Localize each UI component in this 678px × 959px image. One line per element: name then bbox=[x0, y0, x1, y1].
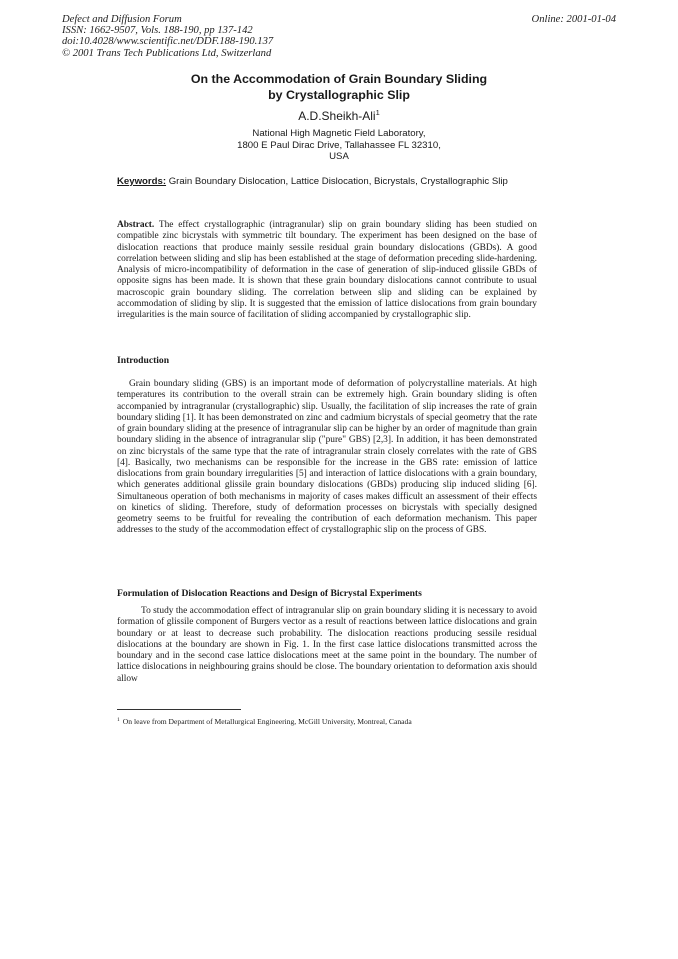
title-line-2: by Crystallographic Slip bbox=[268, 88, 410, 102]
affiliation-line-3: USA bbox=[329, 151, 349, 163]
section-heading-introduction: Introduction bbox=[117, 355, 170, 366]
keywords-text: Grain Boundary Dislocation, Lattice Dislocation, Bicrystals, Crystallographic Slip bbox=[168, 176, 508, 187]
footnote-divider bbox=[117, 709, 241, 710]
author-name: A.D.Sheikh-Ali bbox=[298, 109, 376, 123]
journal-header bbox=[62, 14, 273, 59]
abstract-text: The effect crystallographic (intragranular) slip on grain boundary sliding has been studied on compatible zinc bicrystals with symmetric tilt boundary. The experiment has been designed on the base of dislocation reactions that produce mainly sessile residual grain boundary dislocations (GBDs). A good correlation between sliding and slip has been established at the stage of deformation preceding slide-hardening. Analysis of micro-incompatibility of deformation in the case of generation of slip-induced glissile GBDs of opposite signs has been made. It is shown that these grain boundary dislocations cannot contribute to usual macroscopic grain boundary sliding. The correlation between slip and sliding can be explained by accommodation of sliding by slip. It is suggested that the emission of lattice dislocations from grain boundary irregularities is the main source of facilitation of sliding accompanied by crystallographic slip. bbox=[117, 220, 537, 320]
footnote-text: On leave from Department of Metallurgical Engineering, McGill University, Montreal, Canada bbox=[122, 717, 412, 726]
journal-doi: doi:10.4028/www.scientific.net/DDF.188-190.137 bbox=[62, 36, 274, 48]
journal-copyright: © 2001 Trans Tech Publications Ltd, Switzerland bbox=[62, 47, 272, 59]
footnote-mark: 1 bbox=[117, 717, 120, 723]
formulation-paragraph bbox=[117, 606, 537, 685]
abstract-label: Abstract. bbox=[117, 220, 155, 230]
formulation-text: To study the accommodation effect of intragranular slip on grain boundary sliding it is necessary to avoid formation of glissile component of Burgers vector as a result of reactions between lattice dislocations and grain boundary or at least to decrease such probability. The dislocation reactions producing sessile residual dislocations at the boundary are shown in Fig. 1. In the first case lattice dislocations transmitted across the boundary and in the second case lattice dislocations meet at the same point in the boundary. The number of lattice dislocations in neighbouring grains should be close. The boundary orientation to deformation axis should allow bbox=[117, 606, 537, 684]
affiliation-line-1: National High Magnetic Field Laboratory, bbox=[252, 128, 426, 139]
author-footnote-mark: 1 bbox=[375, 108, 380, 117]
introduction-text: Grain boundary sliding (GBS) is an important mode of deformation of polycrystalline materials. At high temperatures its contribution to the overall strain can be extremely high. Grain boundary sliding is often accompanied by intragranular (crystallographic) slip. Usually, the facilitation of slip increases the rate of grain boundary sliding [1]. It has been demonstrated on zinc and cadmium bicrystals of special geometry that the rate of grain boundary sliding at the presence of intragranular slip can be higher by an order of magnitude than grain boundary sliding in the absence of intragranular slip ("pure" GBS) [2,3]. In addition, it has been demonstrated on zinc bicrystals of the same type that the rate of intragranular strain closely correlates with the rate of GBS [4]. Basically, two mechanisms can be responsible for the increase in the GBS rate: emission of lattice dislocations from grain boundary irregularities [5] and interaction of lattice dislocations with a grain boundary, which generates additional glissile grain boundary dislocations (GBDs) producing slip induced sliding [6]. Simultaneous operation of both mechanisms in majority of cases makes difficult an assessment of their effects on kinetics of sliding. Therefore, study of deformation processes on bicrystals with specially designed geometry seems to be fruitful for revealing the contribution of each deformation mechanism. This paper addresses to the study of the accommodation effect of crystallographic slip on the process of GBS. bbox=[117, 379, 537, 536]
section-heading-formulation: Formulation of Dislocation Reactions and Design of Bicrystal Experiments bbox=[117, 588, 422, 599]
affiliation bbox=[100, 128, 578, 163]
keywords-label: Keywords: bbox=[117, 176, 167, 187]
journal-name: Defect and Diffusion Forum bbox=[62, 14, 182, 25]
affiliation-line-2: 1800 E Paul Dirac Drive, Tallahassee FL 32310, bbox=[237, 139, 441, 151]
footnote bbox=[117, 717, 412, 726]
author-line bbox=[100, 109, 578, 123]
online-date: Online: 2001-01-04 bbox=[531, 14, 616, 25]
abstract bbox=[117, 220, 537, 321]
paper-title bbox=[100, 71, 578, 103]
keywords-line bbox=[117, 176, 508, 188]
introduction-paragraph bbox=[117, 379, 537, 537]
journal-issn: ISSN: 1662-9507, Vols. 188-190, pp 137-142 bbox=[62, 25, 253, 37]
title-line-1: On the Accommodation of Grain Boundary Sliding bbox=[190, 72, 488, 86]
